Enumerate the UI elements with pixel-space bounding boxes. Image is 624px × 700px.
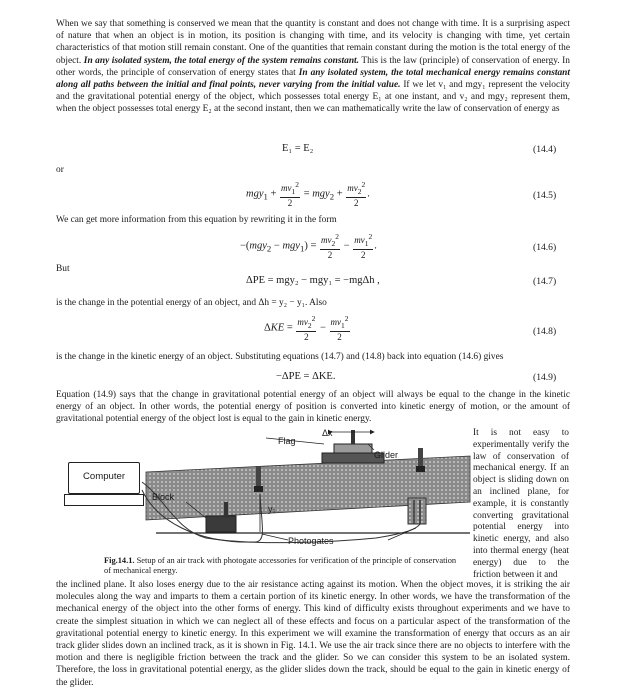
block-label: Block <box>152 492 175 502</box>
side-column-paragraph: It is not easy to experimentally verify the law of conservation of mechanical energy. If an object is sliding down on an inclined plane, for example, it is constantly converting gravitational potential energy into kinetic energy, and also into thermal energy (heat energy) due to the friction between it and <box>473 428 569 580</box>
photogates-label: Photogates <box>288 536 334 546</box>
equation-number-14-8: (14.8) <box>533 326 557 337</box>
glider-label: Glider <box>374 450 399 460</box>
equation-14-7: ΔPE = mgy₂ − mgy₁ = −mgΔh , <box>246 275 380 286</box>
eq149-paragraph: Equation (14.9) says that the change in gravitational potential energy of an object will always be equal to the change in the kinetic energy of an object. In other words, the potential energy of position is converted into kinetic energy of motion, or the amount of gravitational potential energy of the object lost is equal to the gain in kinetic energy. <box>56 390 570 425</box>
but-label: But <box>56 264 70 274</box>
more-info-line: We can get more information from this equation by rewriting it in the form <box>56 215 337 225</box>
ke-change-line: is the change in the kinetic energy of an object. Substituting equations (14.7) and (14.8) back into equation (14.6) gives <box>56 352 504 362</box>
y1-label: y₁ <box>268 504 276 514</box>
figure-caption-text: Setup of an air track with photogate accessories for verification of the principle of conservation of mechanical energy. <box>104 556 457 575</box>
dx-label: Δx <box>322 428 333 438</box>
equation-14-8: ΔKE = $\frac{mv_2^2}{2}$ − $\frac{mv_1^2}{2}$ <box>264 314 349 342</box>
computer-base <box>64 494 144 506</box>
intro-paragraph: When we say that something is conserved we mean that the quantity is constant and does not change with time. It is a surprising aspect of nature that when an object is in motion, its position is changing with time, and its velocity is changing with time, yet certain characteristics of that motion still remain constant. One of the quantities that remain constant during the motion is the total energy of the object. In any isolated system, the total energy of the system remains constant. This is the law (principle) of conservation of energy. In other words, the principle of conservation of energy states that In any isolated system, the total mechanical energy remains constant along all paths between the initial and final points, never varying from the initial value. If we let v₁ and mgy₁ represent the velocity and the gravitational potential energy of the object, which possesses total energy E₁ at one instant, and v₂ and mgy₂ represent them, when the object possesses total energy E₂ at the second instant, then we can mathematically write the law of conservation of energy as <box>56 19 571 115</box>
equation-14-5: mgy$_1$ + $\frac{mv_1^2}{2}$ = mgy$_2$ + $\frac{mv_2^2}{2}$ . <box>246 180 370 208</box>
equation-number-14-7: (14.7) <box>533 276 557 287</box>
computer-box <box>68 462 140 494</box>
equation-number-14-6: (14.6) <box>533 242 557 253</box>
equation-number-14-4: (14.4) <box>533 144 557 155</box>
or-label: or <box>56 165 64 175</box>
equation-14-6: −(mgy$_2$ − mgy$_1$) = $\frac{mv_2^2}{2}$ − $\frac{mv_1^2}{2}$ . <box>240 232 377 260</box>
photogate-left <box>256 466 261 488</box>
computer-label: Computer <box>82 471 126 482</box>
block <box>206 516 236 532</box>
bottom-paragraph: the inclined plane. It also loses energy due to the air resistance acting against its motion. When the object moves, it is striking the air molecules along the way and imparts to them a certain portion of its kinetic energy. In other words, we have the transformation of the mechanical energy of the object into the other forms of energy. This kind of difficulty exists throughout experiments and we have to create the simplest situation in which we can neglect all of these effects and focus on a particular aspect of the transformation of the gravitational potential energy to kinetic energy. In this experiment we will examine the transformation of energy that occurs as an air track glider slides down an inclined track, as it is shown in Fig. 14.1. We use the air track since there are no objects to interfere with the motion and there is negligible friction between the track and the glider. So we can consider this system to be an isolated system. Therefore, the loss in gravitational potential energy, as the glider slides down the track, should be equal to the gain in kinetic energy of the glider. <box>56 580 570 688</box>
flag-label: Flag <box>278 436 296 446</box>
figure-caption <box>104 556 464 576</box>
equation-number-14-9: (14.9) <box>533 372 557 383</box>
equation-14-9: −ΔPE = ΔKE. <box>276 371 336 382</box>
equation-number-14-5: (14.5) <box>533 190 557 201</box>
equation-14-4: E₁ = E₂ <box>282 143 314 154</box>
pe-change-line: is the change in the potential energy of an object, and Δh = y₂ − y₁. Also <box>56 298 327 308</box>
photogate-right <box>418 448 423 468</box>
figure-caption-label: Fig.14.1. <box>104 556 135 565</box>
